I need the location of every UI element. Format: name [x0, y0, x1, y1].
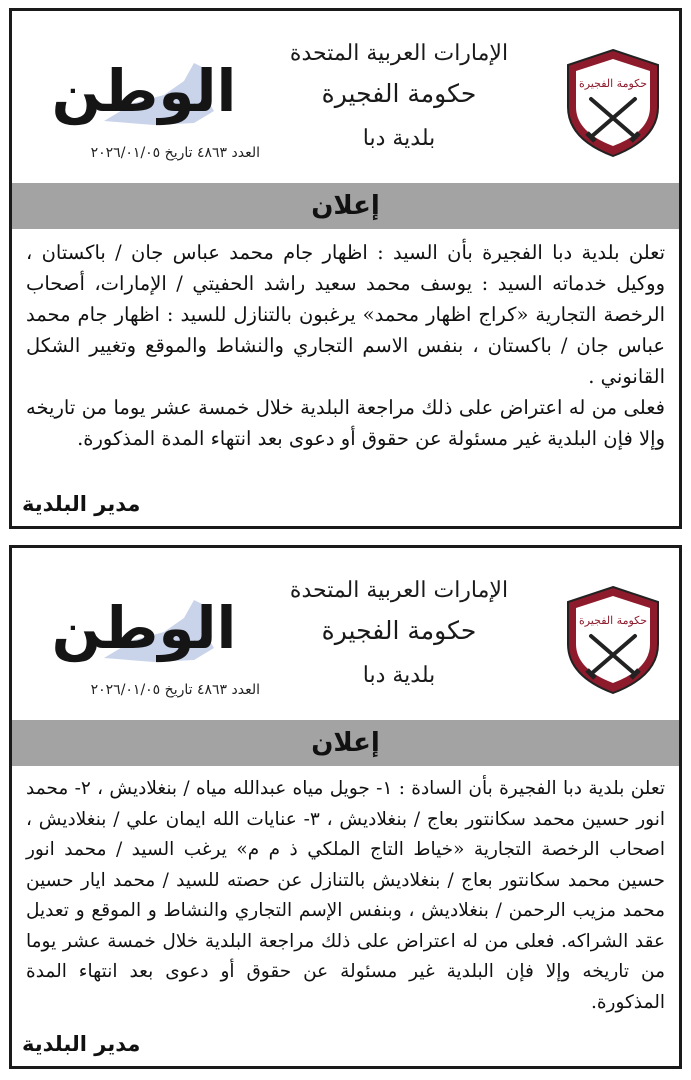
notice-paragraph: تعلن بلدية دبا الفجيرة بأن السيد : اظهار جام محمد عباس جان / باكستان ، ووكيل خدماته السيد : يوسف محمد سعيد راشد الحفيتي / الإمارات، أصحاب الرخصة التجارية «كراج اظهار محمد» يرغبون بالتنازل للسيد : اظهار جام محمد عباس جان / باكستان ، بنفس الاسم التجاري والنشاط والموقع وتغيير الشكل القانوني . [26, 241, 665, 388]
newspaper-name: الوطن [51, 57, 237, 125]
government-name: حكومة الفجيرة [321, 79, 477, 108]
notice-header [12, 11, 679, 183]
notice-body [12, 766, 679, 1018]
municipality-name: بلدية دبا [362, 663, 436, 688]
newspaper-masthead [44, 588, 244, 668]
fujairah-emblem-icon [563, 584, 663, 696]
emblem-text: حكومة الفجيرة [578, 614, 648, 627]
notice-title: إعلان [311, 728, 380, 758]
issue-date-line: العدد ٤٨٦٣ تاريخ ٢٠٢٦/٠١/٠٥ [90, 145, 260, 161]
municipality-name: بلدية دبا [362, 126, 436, 151]
country-name: الإمارات العربية المتحدة [289, 578, 509, 603]
government-name: حكومة الفجيرة [321, 616, 477, 645]
notice-body [12, 229, 679, 454]
notice-1 [9, 8, 682, 529]
notice-title-bar [12, 183, 679, 229]
fujairah-emblem-icon [563, 47, 663, 159]
newspaper-name: الوطن [51, 594, 237, 662]
emblem-text: حكومة الفجيرة [578, 77, 648, 90]
newspaper-masthead [44, 51, 244, 131]
notice-title: إعلان [311, 191, 380, 221]
signature: مدير البلدية [22, 1032, 141, 1056]
notice-2 [9, 545, 682, 1069]
notice-title-bar [12, 720, 679, 766]
issue-date-line: العدد ٤٨٦٣ تاريخ ٢٠٢٦/٠١/٠٥ [90, 682, 260, 698]
signature: مدير البلدية [22, 492, 141, 516]
notice-header [12, 548, 679, 720]
government-header [269, 37, 529, 157]
country-name: الإمارات العربية المتحدة [289, 41, 509, 66]
notice-paragraph: تعلن بلدية دبا الفجيرة بأن السادة : ١- جويل مياه عبدالله مياه / بنغلاديش ، ٢- محمد انور حسين محمد سكانتور بعاج / بنغلاديش ، ٣- عنايات الله ايمان علي / بنغلاديش ، اصحاب الرخصة التجارية «خياط التاج الملكي ذ م م» يرغب السيد / محمد انور حسين محمد سكانتور بعاج / بنغلاديش بالتنازل عن حصته للسيد / محمد ايار حسين محمد مزيب الرحمن / بنغلاديش ، وبنفس الإسم التجاري والنشاط و الموقع و تعديل عقد الشراكه. فعلى من له اعتراض على ذلك مراجعة البلدية خلال خمسة عشر يوما من تاريخه وإلا فإن البلدية غير مسئولة عن حقوق أو دعوى بعد انتهاء المدة المذكورة. [26, 778, 666, 1013]
notice-paragraph: فعلى من له اعتراض على ذلك مراجعة البلدية خلال خمسة عشر يوما من تاريخه وإلا فإن البلدية غير مسئولة عن حقوق أو دعوى بعد انتهاء المدة المذكورة. [26, 396, 665, 450]
government-header [269, 574, 529, 694]
